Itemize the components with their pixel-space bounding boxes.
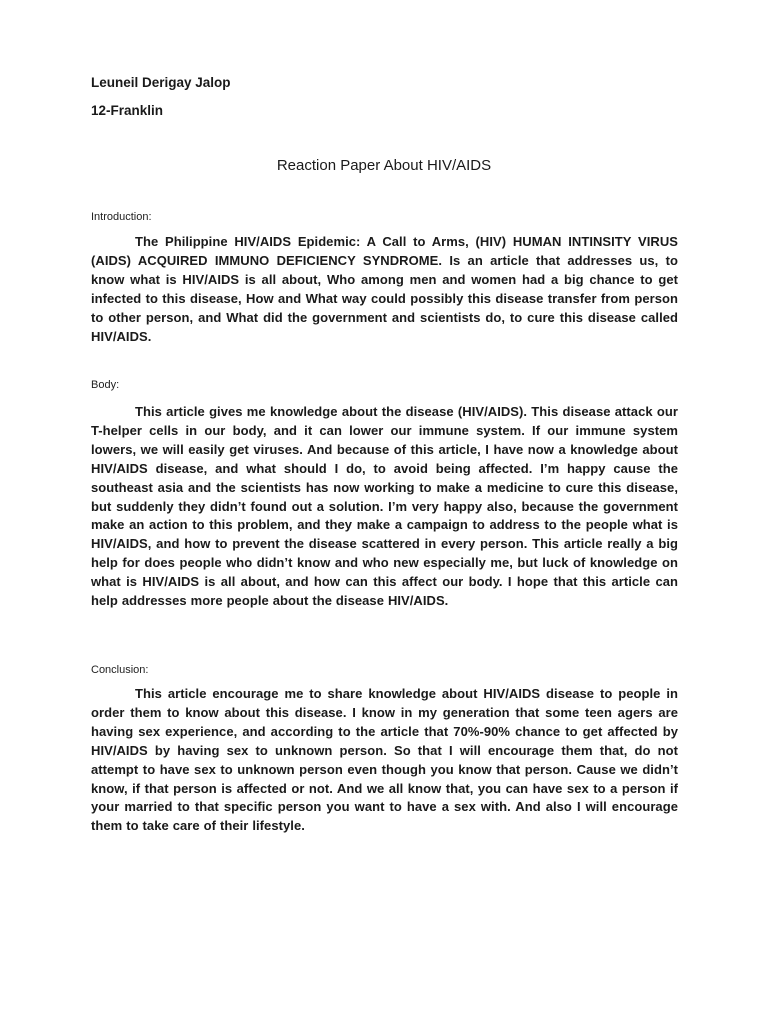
introduction-paragraph: The Philippine HIV/AIDS Epidemic: A Call to Arms, (HIV) HUMAN INTINSITY VIRUS (AIDS) ACQUIRED IMMUNO DEFICIENCY SYNDROME. Is an article that addresses us, to know what is HIV/AIDS is all about, Who among men and women had a big chance to get infected to this disease, How and What way could possibly this disease transfer from person to other person, and What did the government and scientists do, to cure this disease called HIV/AIDS.	[91, 234, 678, 344]
class-section: 12-Franklin	[91, 103, 164, 118]
conclusion-paragraph: This article encourage me to share knowledge about HIV/AIDS disease to people in order them to know about this disease. I know in my generation that some teen agers are having sex experience, and according to the article that 70%-90% chance to get affected by HIV/AIDS by having sex to unknown person. So that I will encourage them that, do not attempt to have sex to unknown person even though you know that person. Cause we didn’t know, if that person is affected or not. And we all know that, you can have sex to a person if your married to that specific person you want to have a sex with. And also I will encourage them to take care of their lifestyle.	[91, 686, 678, 834]
page-title: Reaction Paper About HIV/AIDS	[276, 157, 492, 174]
body-label: Body:	[91, 379, 120, 391]
conclusion-label: Conclusion:	[91, 664, 149, 676]
body-paragraph: This article gives me knowledge about the disease (HIV/AIDS). This disease attack our T-helper cells in our body, and it can lower our immune system. If our immune system lowers, we will easily get viruses. And because of this article, I have now a knowledge about HIV/AIDS disease, and what should I do, to avoid being affected. I’m happy cause the southeast asia and the scientists has now working to make a medicine to cure this disease, but suddenly they didn’t found out a solution. I’m very happy also, because the government make an action to this problem, and they make a campaign to address to the people what is HIV/AIDS, and how to prevent the disease scattered in every person. This article really a big help for does people who didn’t know and who new especially me, but luck of knowledge on what is HIV/AIDS is all about, and how can this affect our body. I hope that this article can help addresses more people about the disease HIV/AIDS.	[91, 404, 678, 609]
author-name: Leuneil Derigay Jalop	[91, 75, 231, 90]
introduction-label: Introduction:	[91, 211, 152, 223]
